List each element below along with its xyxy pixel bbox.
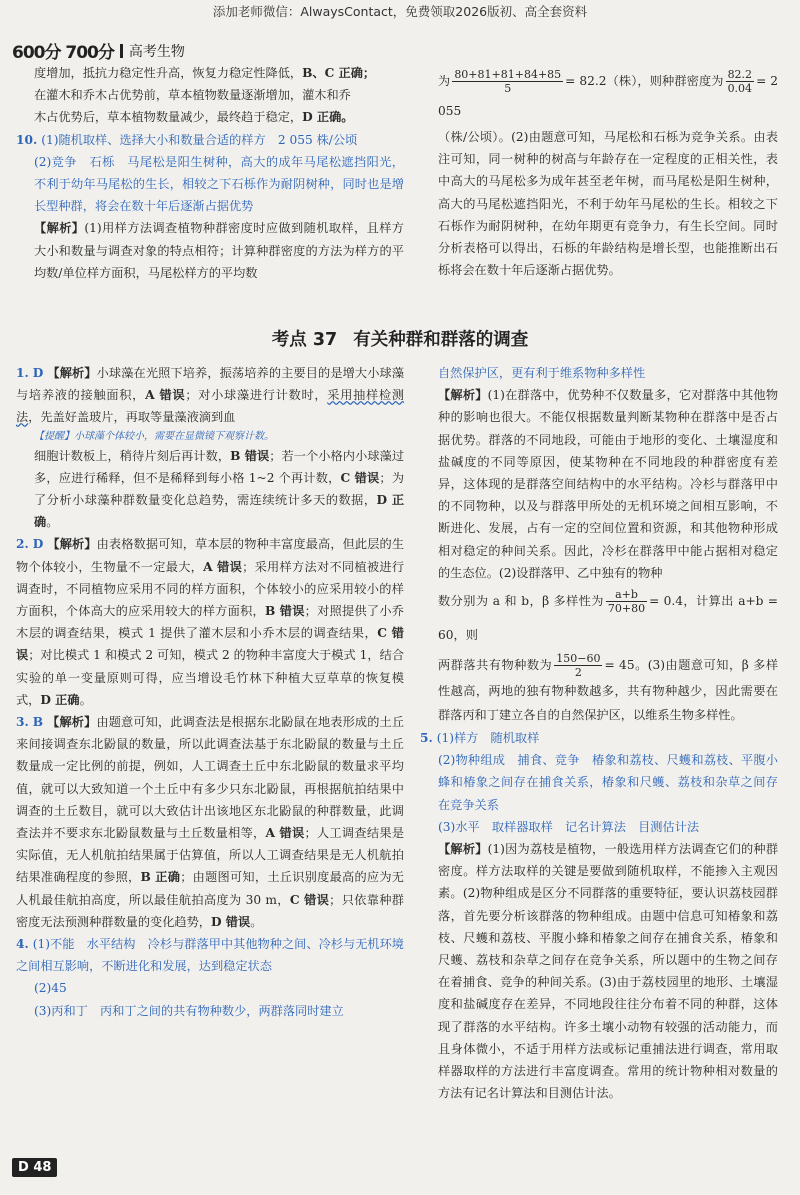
right-column [420,362,779,1104]
question-4-answer-3: (3)丙和丁 丙和丁之间的共有物种数少，两群落同时建立 [34,1003,344,1018]
explanation-text: （株/公顷）。(2)由题意可知，马尾松和石栎为竞争关系。由表注可知，同一树种的树高与年龄存在一定程度的正相关性，表中高大的马尾松多为成年甚至老年树，而马尾松是阳生树种，高大的马尾松遮挡阳光，不利于幼年马尾松的生长。相较之下石栎作为耐阴树种，在幼年期更有竞争力，有生长空间。同时分析表格可以得出，石栎的年龄结构是增长型，也能推断出石栎将会在数十年后逐渐占据优势。 [438,130,778,278]
question-5-answer-3: (3)水平 取样器取样 记名计算法 目测估计法 [438,819,700,834]
top-right-block [438,66,778,281]
formula-line: 两群落共有物种数为 $\frac{150-60}{2}$ = 45。(3)由题意可知，β 多样性越高，两地的独有物种数越多，共有物种越少，因此需要在群落丙和丁建立各自的自然保护区，以维系生物多样性。 [438,652,779,723]
question-4-answer-2: (2)45 [34,981,67,996]
formula-line: 数分别为 a 和 b，β 多样性为 $\frac{a+b}{70+80}$ = 0.4，计算出 a+b = 60，则 [438,588,778,643]
question-5-answer-2: (2)物种组成 捕食、竞争 椿象和荔枝、尺蠖和荔枝、平腹小蜂和椿象之间存在捕食关系，椿象和尺蠖、荔枝和杂草之间存在竞争关系 [438,753,778,812]
question-10-answer: 10. (1)随机取样、选择大小和数量合适的样方 2 055 株/公顷 [16,132,358,147]
fraction: $\frac{80+81+81+84+85}{5}$ [454,68,562,95]
text-line: 度增加，抵抗力稳定性升高，恢复力稳定性降低，B、C 正确； [34,66,376,80]
brand-logo: 600分 700分 [12,43,114,63]
book-subtitle: 高考生物 [128,43,185,60]
text-line: 木占优势后，草本植物数量减少，最终趋于稳定，D 正确。 [34,110,354,125]
fraction: $\frac{82.2}{0.04}$ [727,68,753,95]
question-1: 1. D 【解析】小球藻在光照下培养，振荡培养的主要目的是增大小球藻与培养液的接触面积，A 错误；对小球藻进行计数时，采用抽样检测法，先盖好盖玻片，再取等量藻液滴到血 [16,366,405,425]
text-line: 在灌木和乔木占优势前，草本植物数量逐渐增加，灌木和乔 [34,88,351,103]
divider [120,44,123,58]
fraction: $\frac{150-60}{2}$ [556,652,601,680]
top-notice: 添加老师微信：AlwaysContact，免费领取2026版初、高全套资料 [212,4,588,19]
question-4-answer-cont: 自然保护区，更有利于维系物种多样性 [438,366,646,380]
page-number: D 48 [12,1158,57,1177]
question-3: 3. B 【解析】由题意可知，此调查法是根据东北鼢鼠在地表形成的土丘来间接调查东北鼢鼠的数量，所以此调查法基于东北鼢鼠的数量与土丘数量成一定比例的前提，例如，人工调查土丘中东北鼢鼠的数量求平均值，就可以大致知道一个土丘中有多少只东北鼢鼠，再根据航拍结果中调查的土丘数目，就可以大致估计出该地区东北鼢鼠的种群数量，此调查法并不要求东北鼢鼠数量与土丘数量相等，A 错误；人工调查结果是实际值，无人机航拍结果属于估算值，所以人工调查结果是无人机航拍结果准确程度的参照，B 正确；由题图可知，土丘识别度最高的应为无人机最佳航拍高度，所以最佳航拍高度为 30 m，C 错误；只依靠种群密度无法预测种群数量的变化趋势，D 错误。 [16,715,405,929]
note-text: 【提醒】小球藻个体较小，需要在显微镜下观察计数。 [34,430,274,442]
question-10-answer-2: (2)竞争 石栎 马尾松是阳生树种，高大的成年马尾松遮挡阳光，不利于幼年马尾松的生长，相较之下石栎作为耐阴树种，同时也是增长型种群，将会在数十年后逐渐占据优势 [34,154,404,214]
top-left-block [16,62,404,284]
question-4-explanation: 【解析】(1)在群落中，优势种不仅数量多，它对群落中其他物种的影响也很大。不能仅根据数量判断某物种在群落中是否占据优势。群落的不同地段，可能由于地形的变化、土壤湿度和盐碱度的不同等原因，使某物种在不同地段的种群密度有差异，这体现的是群落空间结构中的水平结构。冷杉与群落甲中的不同物种，以及与群落甲所处的无机环境之间相互影响，不断进化、发展，占有一定的空间位置和资源，和其他物种形成相对稳定的种间关系。因此，冷杉在群落甲中能占据相对稳定的生态位。(2)设群落甲、乙中独有的物种 [438,388,779,580]
left-column [16,362,405,1022]
formula-line: 为 $\frac{80+81+81+84+85}{5}$ = 82.2（株），则种群密度为 $\frac{82.2}{0.04}$ = 2 055 [438,68,779,118]
question-1-cont: 细胞计数板上，稍待片刻后再计数，B 错误；若一个小格内小球藻过多，应进行稀释，但不是稀释到每小格 1~2 个再计数，C 错误；为了分析小球藻种群数量变化总趋势，需连续统计多天的数据，D 正确。 [34,448,405,530]
fraction: $\frac{a+b}{70+80}$ [607,588,646,616]
question-4: 4. (1)不能 水平结构 冷杉与群落甲中其他物种之间、冷杉与无机环境之间相互影响，不断进化和发展，达到稳定状态 [16,937,404,974]
question-5-explanation: 【解析】(1)因为荔枝是植物，一般选用样方法调查它们的种群密度。样方法取样的关键是要做到随机取样，不能掺入主观因素。(2)物种组成是区分不同群落的重要特征，要认识荔枝园群落，首先要分析该群落的物种组成。由题中信息可知椿象和荔枝、尺蠖和荔枝、平腹小蜂和椿象之间存在捕食关系，椿象和尺蠖、荔枝和杂草之间存在竞争关系，所以题中的生物之间存在着捕食、竞争的种间关系。(3)由于荔枝园里的地形、土壤湿度和盐碱度存在差异，不同地段往往分布着不同的种群，这体现了群落的水平结构。许多土壤小动物有较强的活动能力，而且身体微小，不适于用样方法或标记重捕法进行调查，常用取样器取样的方法进行丰富度调查。常用的统计物种相对数量的方法有记名计算法和目测估计法。 [438,842,779,1101]
section-title: 考点 37 有关种群和群落的调查 [271,330,529,350]
question-10-explanation: 【解析】(1)用样方法调查植物种群密度时应做到随机取样，且样方大小和数量与调查对象的特点相符；计算种群密度的方法为样方的平均数/单位样方面积，马尾松样方的平均数 [34,221,404,280]
brand-header [12,38,185,63]
question-5: 5. (1)样方 随机取样 [420,731,540,746]
question-2: 2. D 【解析】由表格数据可知，草本层的物种丰富度最高，但此层的生物个体较小，生物量不一定最大，A 错误；采用样方法对不同植被进行调查时，不同植物应采用不同的样方面积，个体较小的应采用较小的样方面积，个体高大的应采用较大的样方面积，B 错误；对照提供了小乔木层的调查结果，模式 1 提供了灌木层和小乔木层的调查结果，C 错误；对比模式 1 和模式 2 可知，模式 2 的物种丰富度大于模式 1，结合实验的单一变量原则可得，应当增设毛竹林下种植大豆草草的恢复模式，D 正确。 [16,537,405,707]
